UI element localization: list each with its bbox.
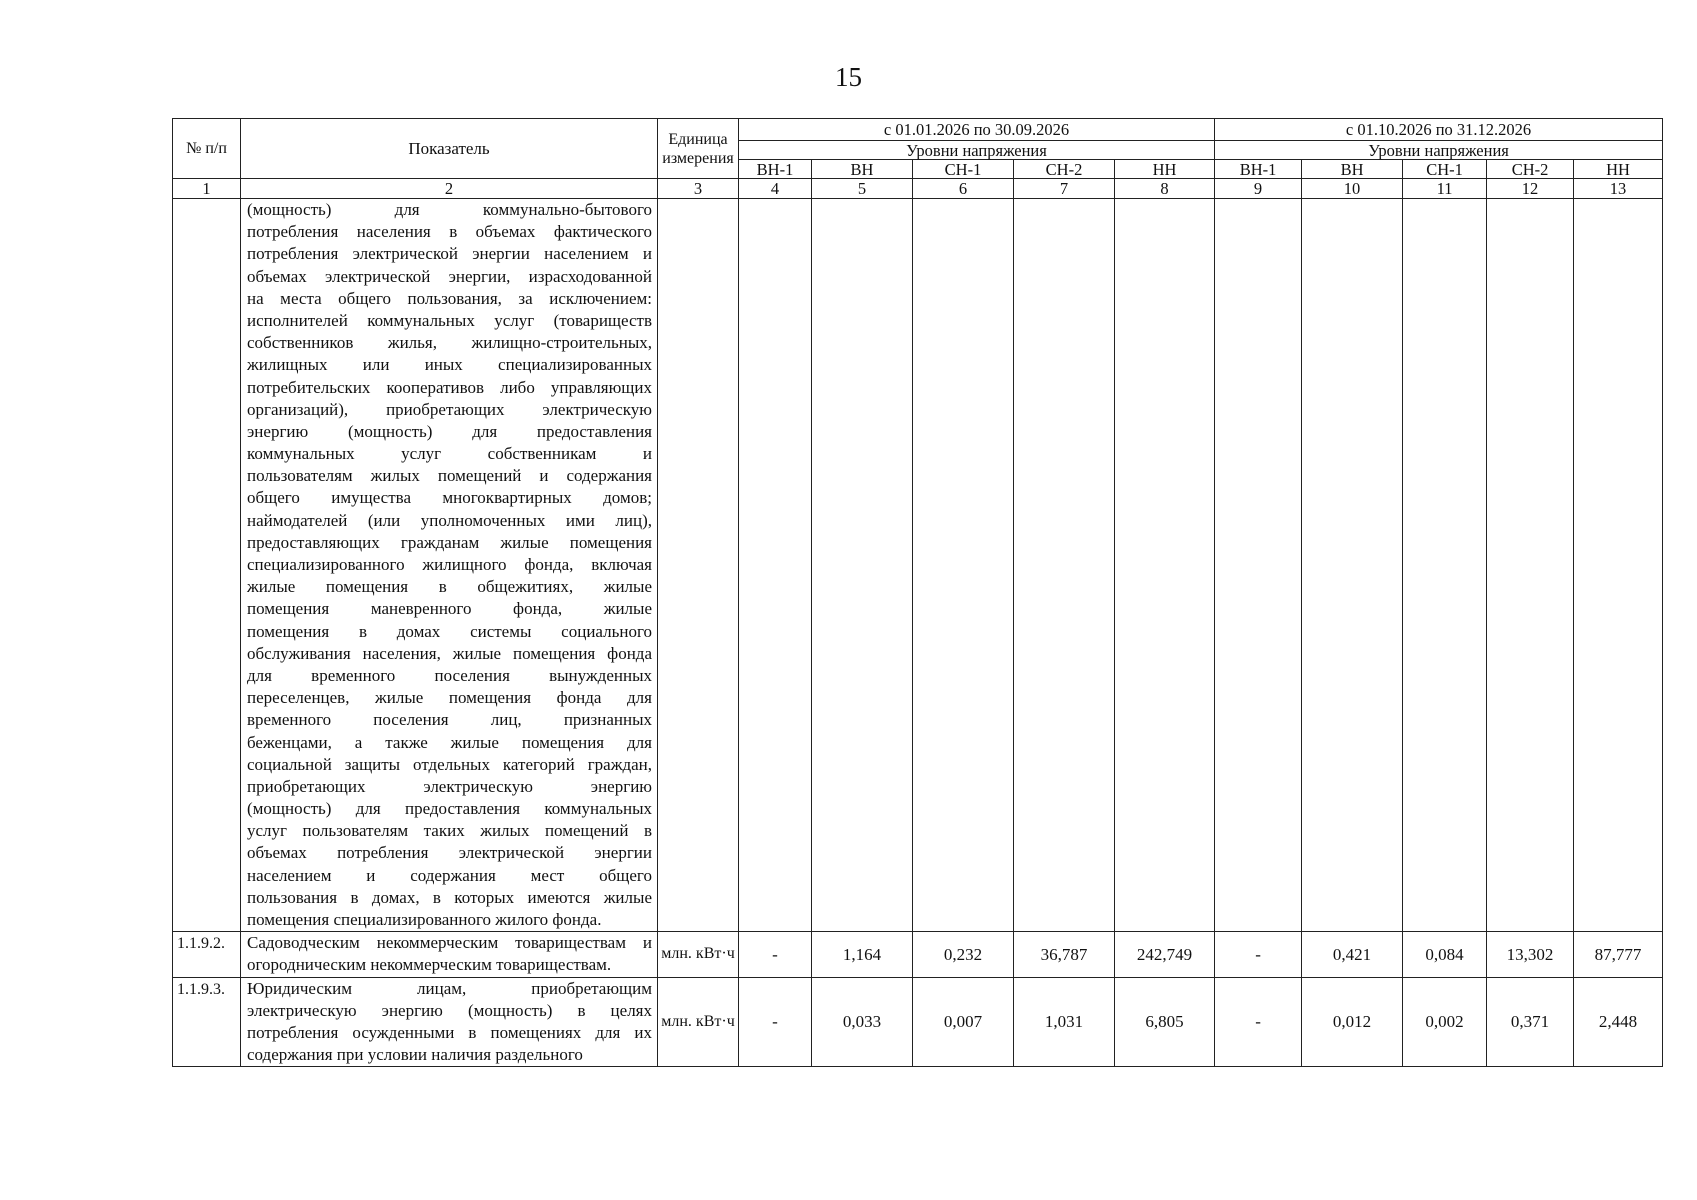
header-level-sn2: СН-2	[1014, 160, 1115, 179]
description-line: предоставляющих гражданам жилые помещения	[247, 532, 652, 552]
table-body	[173, 199, 1663, 1067]
description-line: социальной защиты отдельных категорий граждан,	[247, 754, 652, 774]
header-level-vn: ВН	[812, 160, 913, 179]
row-value	[1302, 199, 1403, 932]
header-num: № п/п	[173, 119, 241, 179]
column-number: 7	[1014, 179, 1115, 199]
description-line: Юридическим лицам, приобретающим	[247, 978, 652, 998]
row-value	[1115, 199, 1215, 932]
description-line: потребления осужденными в помещениях для их	[247, 1022, 652, 1042]
row-description	[241, 932, 658, 977]
row-value	[1014, 199, 1115, 932]
description-line: населением и содержания мест общего	[247, 865, 652, 885]
description-line: помещения специализированного жилого фонда.	[247, 910, 602, 929]
column-number: 1	[173, 179, 241, 199]
description-line: пользования в домах, в которых имеются жилые	[247, 887, 652, 907]
row-value: 0,002	[1403, 977, 1487, 1067]
header-level-sn1: СН-1	[1403, 160, 1487, 179]
description-line: помещения маневренного фонда, жилые	[247, 599, 652, 619]
row-value	[739, 199, 812, 932]
header-level-sn1: СН-1	[913, 160, 1014, 179]
description-line: коммунальных услуг собственникам и	[247, 444, 652, 464]
row-value: -	[739, 932, 812, 977]
description-line: пользователям жилых помещений и содержания	[247, 466, 652, 486]
row-number: 1.1.9.3.	[173, 977, 241, 1067]
description-line: беженцами, а также жилые помещения для	[247, 732, 652, 752]
column-number: 6	[913, 179, 1014, 199]
description-line: (мощность) для коммунально-бытового	[247, 200, 652, 219]
row-value: 36,787	[1014, 932, 1115, 977]
header-level-sn2: СН-2	[1487, 160, 1574, 179]
row-unit	[658, 199, 739, 932]
header-unit: Единица измерения	[658, 119, 739, 179]
description-line: исполнителей коммунальных услуг (товариществ	[247, 310, 652, 330]
row-value	[1215, 199, 1302, 932]
header-level-vn1: ВН-1	[1215, 160, 1302, 179]
row-value: 0,421	[1302, 932, 1403, 977]
row-value: 2,448	[1574, 977, 1663, 1067]
row-unit: млн. кВт·ч	[658, 977, 739, 1067]
row-value	[1574, 199, 1663, 932]
column-number: 9	[1215, 179, 1302, 199]
header-period-1: с 01.01.2026 по 30.09.2026	[739, 119, 1215, 141]
description-line: на места общего пользования, за исключением:	[247, 288, 652, 308]
row-value: 0,007	[913, 977, 1014, 1067]
description-line: объемах электрической энергии, израсходованной	[247, 266, 652, 286]
row-value: 6,805	[1115, 977, 1215, 1067]
page-number: 15	[835, 62, 862, 92]
column-number: 2	[241, 179, 658, 199]
column-number: 4	[739, 179, 812, 199]
table-row	[173, 199, 1663, 932]
row-value: 0,232	[913, 932, 1014, 977]
description-line: (мощность) для предоставления коммунальных	[247, 799, 652, 819]
row-value: 0,084	[1403, 932, 1487, 977]
row-value: 0,371	[1487, 977, 1574, 1067]
row-value: 1,164	[812, 932, 913, 977]
description-line: для временного поселения вынужденных	[247, 665, 652, 685]
description-line: содержания при условии наличия раздельного	[247, 1045, 583, 1065]
header-level-vn1: ВН-1	[739, 160, 812, 179]
column-number: 8	[1115, 179, 1215, 199]
description-line: энергию (мощность) для предоставления	[247, 421, 652, 441]
description-line: общего имущества многоквартирных домов;	[247, 488, 652, 508]
row-value	[812, 199, 913, 932]
header-period-2: с 01.10.2026 по 31.12.2026	[1215, 119, 1663, 141]
description-line: приобретающих электрическую энергию	[247, 776, 652, 796]
row-value: -	[739, 977, 812, 1067]
table-row	[173, 977, 1663, 1067]
column-number: 5	[812, 179, 913, 199]
column-number: 13	[1574, 179, 1663, 199]
description-line: временного поселения лиц, признанных	[247, 710, 652, 730]
tariff-table	[172, 118, 1663, 1067]
description-line: потребительских кооперативов либо управляющих	[247, 377, 652, 397]
description-line: электрическую энергию (мощность) в целях	[247, 1000, 652, 1020]
header-indicator: Показатель	[241, 119, 658, 179]
column-number: 10	[1302, 179, 1403, 199]
row-number	[173, 199, 241, 932]
row-value: 13,302	[1487, 932, 1574, 977]
row-value	[913, 199, 1014, 932]
row-value: 87,777	[1574, 932, 1663, 977]
description-line: жилищных или иных специализированных	[247, 355, 652, 375]
description-line: переселенцев, жилые помещения фонда для	[247, 688, 652, 708]
description-line: наймодателей (или уполномоченных ими лиц),	[247, 510, 652, 530]
row-value	[1403, 199, 1487, 932]
header-level-nn: НН	[1115, 160, 1215, 179]
description-line: услуг пользователям таких жилых помещений в	[247, 821, 652, 841]
description-line: помещения в домах системы социального	[247, 621, 652, 641]
row-description	[241, 199, 658, 932]
header-level-vn: ВН	[1302, 160, 1403, 179]
row-value	[1487, 199, 1574, 932]
column-number: 3	[658, 179, 739, 199]
header-level-nn: НН	[1574, 160, 1663, 179]
column-number: 11	[1403, 179, 1487, 199]
description-line: огородническим некоммерческим товариществам.	[247, 955, 612, 975]
row-value: -	[1215, 977, 1302, 1067]
table-row	[173, 932, 1663, 977]
row-unit: млн. кВт·ч	[658, 932, 739, 977]
row-number: 1.1.9.2.	[173, 932, 241, 977]
description-line: организаций), приобретающих электрическую	[247, 399, 652, 419]
description-line: потребления электрической энергии населением и	[247, 244, 652, 264]
description-line: объемах потребления электрической энергии	[247, 843, 652, 863]
description-line: собственников жилья, жилищно-строительных,	[247, 333, 652, 353]
header-voltage-levels-2: Уровни напряжения	[1215, 141, 1663, 160]
row-value: 1,031	[1014, 977, 1115, 1067]
row-value: 0,012	[1302, 977, 1403, 1067]
row-value: 242,749	[1115, 932, 1215, 977]
row-value: 0,033	[812, 977, 913, 1067]
column-numbers-row	[173, 179, 1663, 199]
description-line: обслуживания населения, жилые помещения фонда	[247, 643, 652, 663]
column-number: 12	[1487, 179, 1574, 199]
header-voltage-levels-1: Уровни напряжения	[739, 141, 1215, 160]
description-line: Садоводческим некоммерческим товариществам и	[247, 933, 652, 953]
description-line: специализированного жилищного фонда, включая	[247, 555, 652, 574]
description-line: потребления населения в объемах фактического	[247, 222, 652, 242]
description-line: жилые помещения в общежитиях, жилые	[247, 577, 652, 597]
row-value: -	[1215, 932, 1302, 977]
row-description	[241, 977, 658, 1067]
